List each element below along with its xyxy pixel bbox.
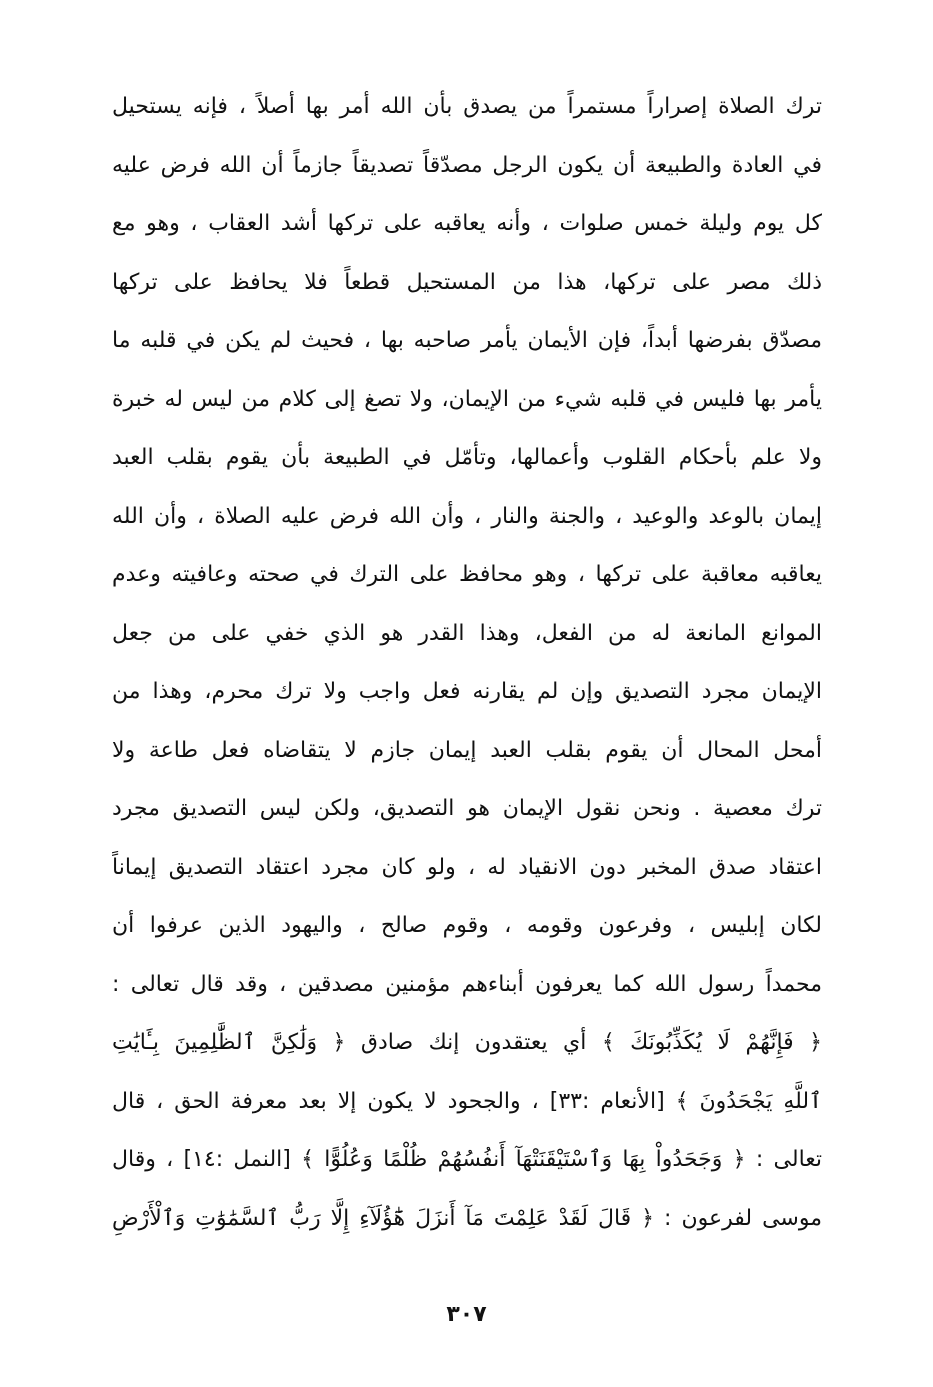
text-line: ذلك مصر على تركها، هذا من المستحيل قطعاً فلا يحافظ على تركها (112, 269, 822, 295)
text-line: مصدّق بفرضها أبداً، فإن الأيمان يأمر صاحبه بها ، فحيث لم يكن في قلبه ما (112, 328, 822, 353)
text-line: يأمر بها فليس في قلبه شيء من الإيمان، ولا تصغ إلى كلام من ليس له خبرة (112, 386, 822, 412)
text-line: محمداً رسول الله كما يعرفون أبناءهم مؤمنين مصدقين ، وقد قال تعالى : (112, 971, 822, 997)
text-line: اعتقاد صدق المخبر دون الانقياد له ، ولو كان مجرد اعتقاد التصديق إيماناً (112, 854, 822, 880)
quran-verse-line: ٱللَّهِ يَجْحَدُونَ ﴾ [الأنعام :٣٣] ، والجحود لا يكون إلا بعد معرفة الحق ، قال (112, 1088, 822, 1114)
quran-verse-line: ﴿ فَإِنَّهُمْ لَا يُكَذِّبُونَكَ ﴾ أي يعتقدون إنك صادق ﴿ وَلَٰكِنَّ ٱلظَّٰلِمِينَ بِـَٔايَٰتِ (112, 1030, 822, 1055)
text-line: في العادة والطبيعة أن يكون الرجل مصدّقاً تصديقاً جازماً أن الله فرض عليه (112, 152, 822, 178)
text-line: لكان إبليس ، وفرعون وقومه ، وقوم صالح ، واليهود الذين عرفوا أن (112, 913, 822, 938)
text-line: الإيمان مجرد التصديق وإن لم يقارنه فعل واجب ولا ترك محرم، وهذا من (112, 679, 822, 704)
text-line: يعاقبه معاقبة على تركها ، وهو محافظ على الترك في صحته وعافيته وعدم (112, 562, 822, 587)
text-line: إيمان بالوعد والوعيد ، والجنة والنار ، وأن الله فرض عليه الصلاة ، وأن الله (112, 503, 822, 529)
quran-verse-line: تعالى : ﴿ وَجَحَدُواْ بِهَا وَٱسْتَيْقَنَتْهَآ أَنفُسُهُمْ ظُلْمًا وَعُلُوًّا ﴾ [النمل :١٤] ، وقال (112, 1147, 822, 1172)
text-line: ترك معصية . ونحن نقول الإيمان هو التصديق، ولكن ليس التصديق مجرد (112, 796, 822, 821)
text-line: أمحل المحال أن يقوم بقلب العبد إيمان جازم لا يتقاضاه فعل طاعة ولا (112, 737, 822, 763)
quran-verse-line: موسى لفرعون : ﴿ قَالَ لَقَدْ عَلِمْتَ مَآ أَنزَلَ هَٰٓؤُلَآءِ إِلَّا رَبُّ ٱلسَّمَٰوَٰتِ وَٱلْأَرْضِ (112, 1205, 822, 1231)
text-line: ولا علم بأحكام القلوب وأعمالها، وتأمّل في الطبيعة بأن يقوم بقلب العبد (112, 445, 822, 470)
text-line: كل يوم وليلة خمس صلوات ، وأنه يعاقبه على تركها أشد العقاب ، وهو مع (112, 211, 822, 236)
text-line: ترك الصلاة إصراراً مستمراً من يصدق بأن الله أمر بها أصلاً ، فإنه يستحيل (112, 94, 822, 119)
text-line: الموانع المانعة له من الفعل، وهذا القدر هو الذي خفي على من جعل (112, 620, 822, 646)
page-number: ٣٠٧ (446, 1302, 487, 1327)
body-text (112, 78, 822, 1248)
